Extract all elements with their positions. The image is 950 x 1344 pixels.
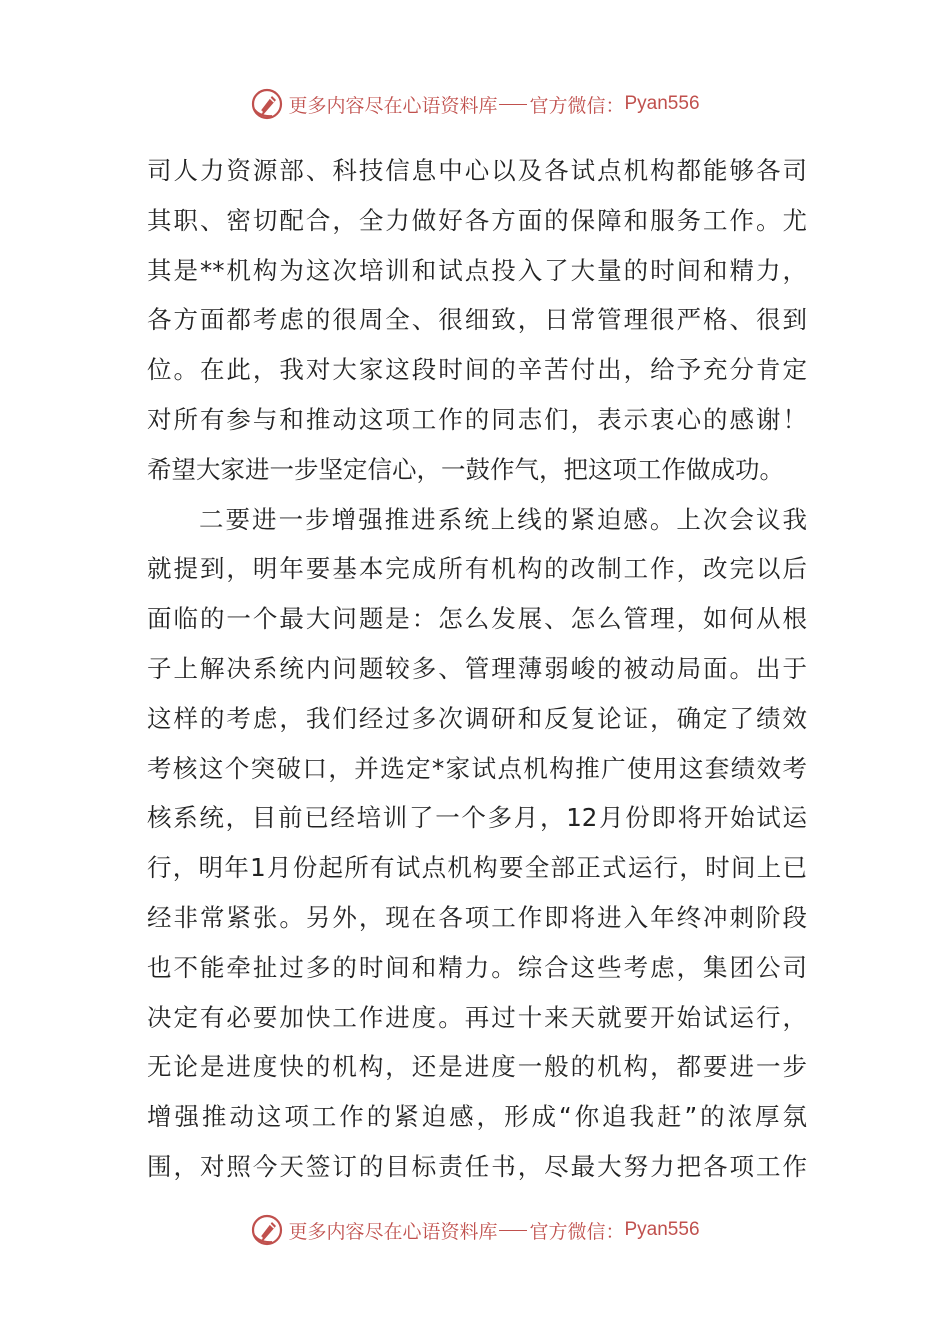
- text-line: 行，明年1月份起所有试点机构要全部正式运行，时间上已: [147, 853, 807, 883]
- text-line: 各方面都考虑的很周全、很细致，日常管理很严格、很到: [147, 305, 807, 335]
- header-watermark-banner: [0, 84, 950, 124]
- text-line: 就提到，明年要基本完成所有机构的改制工作，改完以后: [147, 554, 807, 584]
- footer-watermark-banner: [0, 1210, 950, 1250]
- text-line: 希望大家进一步坚定信心，一鼓作气，把这项工作做成功。: [147, 454, 784, 484]
- banner-wechat-id: Pyan556: [624, 1219, 700, 1240]
- text-line: 经非常紧张。另外，现在各项工作即将进入年终冲刺阶段: [147, 902, 807, 932]
- banner-dash: [499, 104, 527, 105]
- banner-label: 官方微信：: [529, 94, 625, 117]
- body-text: [147, 146, 807, 1192]
- pen-nib-logo-icon: [250, 1213, 284, 1247]
- paragraph-2: [147, 495, 807, 1192]
- text-line: 二要进一步增强推进系统上线的紧迫感。上次会议我: [199, 504, 807, 534]
- text-line: 其职、密切配合，全力做好各方面的保障和服务工作。尤: [147, 205, 807, 235]
- paragraph-1: [147, 146, 807, 495]
- text-line: 增强推动这项工作的紧迫感，形成“你追我赶”的浓厚氛: [147, 1102, 807, 1132]
- text-line: 核系统，目前已经培训了一个多月，12月份即将开始试运: [147, 803, 807, 833]
- banner-text: 更多内容尽在心语资料库: [288, 94, 498, 117]
- text-line: 考核这个突破口，并选定*家试点机构推广使用这套绩效考: [147, 753, 807, 783]
- text-line: 这样的考虑，我们经过多次调研和反复论证，确定了绩效: [147, 703, 807, 733]
- text-line: 面临的一个最大问题是：怎么发展、怎么管理，如何从根: [147, 604, 807, 634]
- banner-wechat-id: Pyan556: [624, 93, 700, 114]
- text-line: 位。在此，我对大家这段时间的辛苦付出，给予充分肯定: [147, 355, 807, 385]
- text-line: 司人力资源部、科技信息中心以及各试点机构都能够各司: [147, 156, 807, 185]
- banner-dash: [499, 1230, 527, 1231]
- text-line: 对所有参与和推动这项工作的同志们，表示衷心的感谢！: [147, 404, 807, 434]
- pen-nib-logo-icon: [250, 87, 284, 121]
- banner-text: 更多内容尽在心语资料库: [288, 1220, 498, 1243]
- text-line: 其是**机构为这次培训和试点投入了大量的时间和精力，: [147, 255, 807, 285]
- text-line: 决定有必要加快工作进度。再过十来天就要开始试运行，: [147, 1002, 807, 1032]
- text-line: 也不能牵扯过多的时间和精力。综合这些考虑，集团公司: [147, 952, 807, 982]
- text-line: 子上解决系统内问题较多、管理薄弱峻的被动局面。出于: [147, 653, 807, 683]
- text-line: 围，对照今天签订的目标责任书，尽最大努力把各项工作: [147, 1151, 807, 1181]
- text-line: 无论是进度快的机构，还是进度一般的机构，都要进一步: [147, 1052, 807, 1082]
- banner-label: 官方微信：: [529, 1220, 625, 1243]
